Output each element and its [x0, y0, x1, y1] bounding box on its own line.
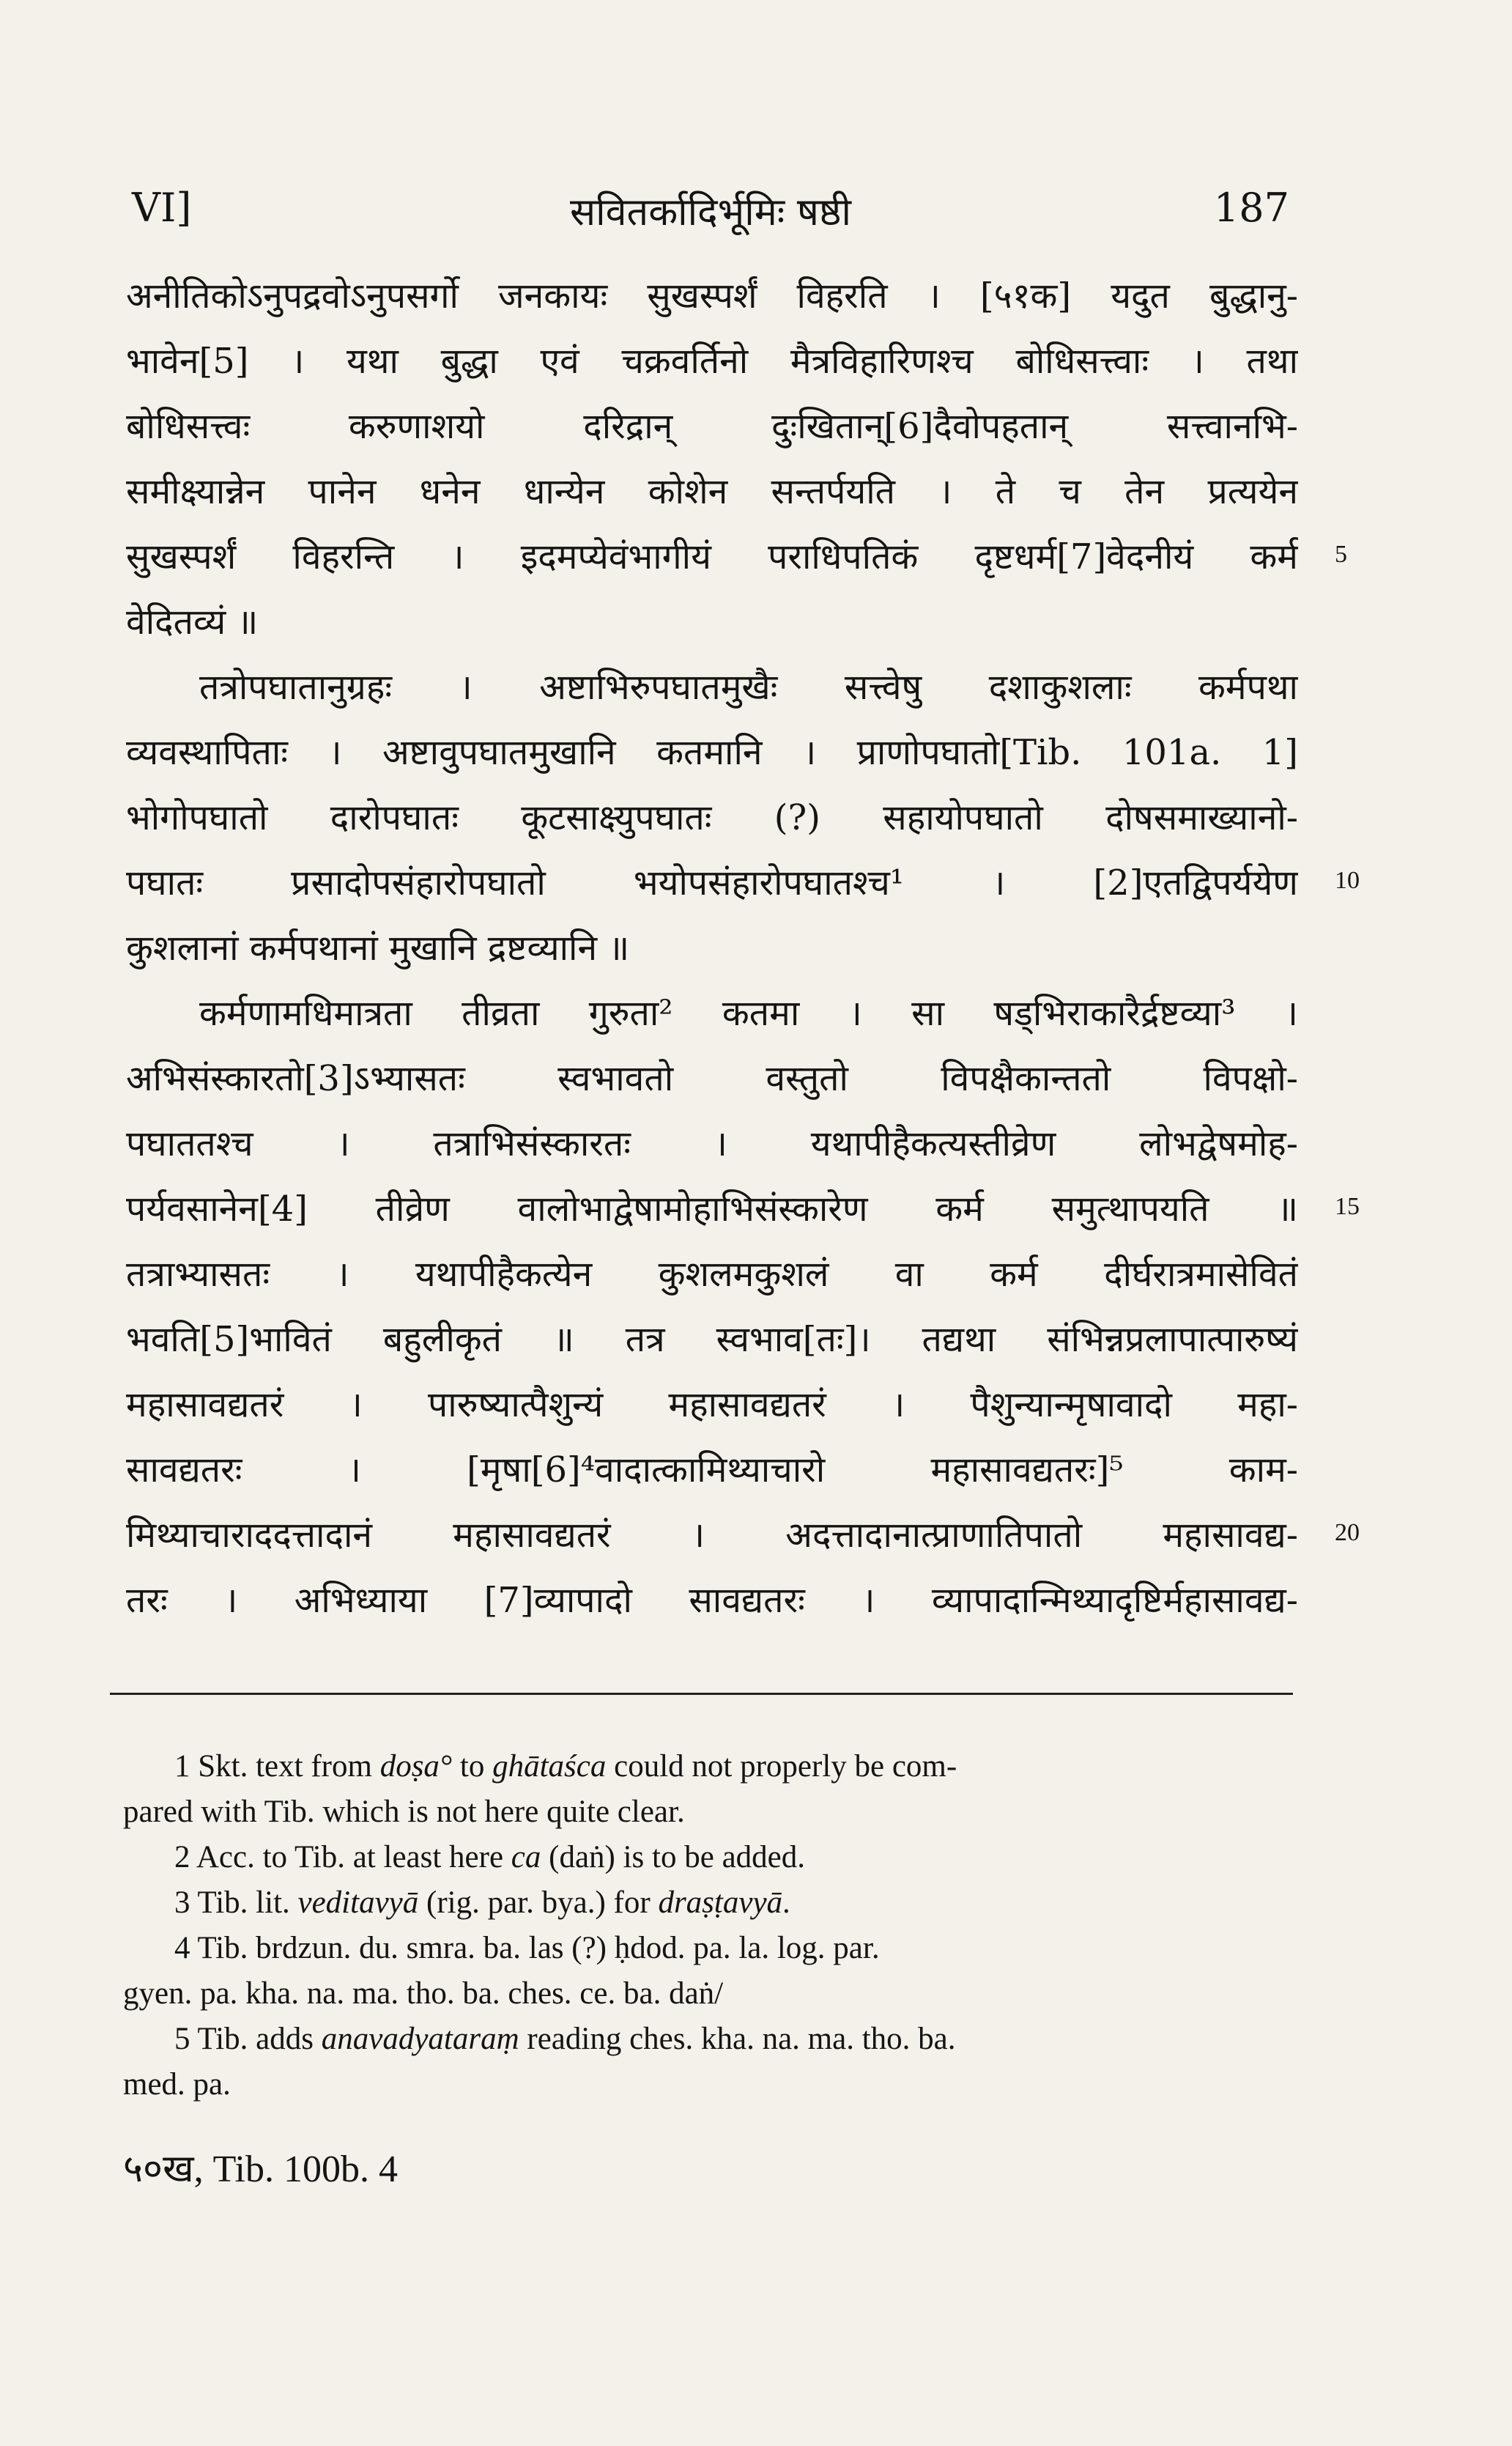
text-line: समीक्ष्यान्नेन पानेन धनेन धान्येन कोशेन सन्तर्पयति । ते च तेन प्रत्ययेन — [126, 471, 1298, 512]
line-number: 5 — [1335, 541, 1347, 568]
line-number: 10 — [1335, 867, 1360, 894]
text-line: सुखस्पर्शं विहरन्ति । इदमप्येवंभागीयं पराधिपतिकं दृष्टधर्म[7]वेदनीयं कर्म — [126, 536, 1298, 577]
footnotes — [123, 1744, 1295, 2107]
text-line: भवति[5]भावितं बहुलीकृतं ॥ तत्र स्वभाव[तः]। तद्यथा संभिन्नप्रलापात्पारुष्यं — [126, 1319, 1298, 1360]
text-line: तत्राभ्यासतः । यथापीहैकत्येन कुशलमकुशलं वा कर्म दीर्घरात्रमासेवितं — [126, 1254, 1298, 1295]
text-line: कुशलानां कर्मपथानां मुखानि द्रष्टव्यानि ॥ — [126, 928, 630, 969]
running-title: सवितर्कादिर्भूमिः षष्ठी — [570, 191, 851, 234]
line-number: 20 — [1335, 1519, 1360, 1546]
text-line: कर्मणामधिमात्रता तीव्रता गुरुता² कतमा । सा षड्भिराकारैर्द्रष्टव्या³ । — [199, 993, 1298, 1034]
folio-reference: ५०ख, Tib. 100b. 4 — [123, 2148, 398, 2190]
line-number: 15 — [1335, 1193, 1360, 1220]
footnote-divider — [110, 1693, 1293, 1695]
running-header — [132, 185, 1289, 243]
text-line: तरः । अभिध्याया [7]व्यापादो सावद्यतरः । व्यापादान्मिथ्यादृष्टिर्महासावद्य- — [126, 1580, 1298, 1621]
text-line: बोधिसत्त्वः करुणाशयो दरिद्रान् दुःखितान्[6]दैवोपहतान् सत्त्वानभि- — [126, 406, 1298, 447]
text-line: वेदितव्यं ॥ — [126, 602, 259, 643]
footnote: 3 Tib. lit. veditavyā (rig. par. bya.) for draṣṭavyā. — [174, 1885, 790, 1920]
sanskrit-text — [126, 264, 1298, 1633]
footnote: 2 Acc. to Tib. at least here ca (daṅ) is to be added. — [174, 1840, 805, 1874]
text-line: अभिसंस्कारतो[3]ऽभ्यासतः स्वभावतो वस्तुतो विपक्षैकान्ततो विपक्षो- — [126, 1058, 1298, 1099]
text-line: पर्यवसानेन[4] तीव्रेण वालोभाद्वेषामोहाभिसंस्कारेण कर्म समुत्थापयति ॥ — [126, 1189, 1298, 1230]
chapter-label: VI] — [132, 185, 192, 231]
text-line: मिथ्याचाराददत्तादानं महासावद्यतरं । अदत्तादानात्प्राणातिपातो महासावद्य- — [126, 1515, 1298, 1556]
footnote: 1 Skt. text from doṣa° to ghātaśca could not properly be com- pared with Tib. which is not here quite clear. — [123, 1749, 957, 1829]
text-line: तत्रोपघातानुग्रहः । अष्टाभिरुपघातमुखैः सत्त्वेषु दशाकुशलाः कर्मपथा — [199, 667, 1298, 708]
text-line: महासावद्यतरं । पारुष्यात्पैशुन्यं महासावद्यतरं । पैशुन्यान्मृषावादो महा- — [126, 1384, 1298, 1425]
text-line: पघातः प्रसादोपसंहारोपघातो भयोपसंहारोपघातश्च¹ । [2]एतद्विपर्ययेण — [126, 862, 1298, 904]
text-line: व्यवस्थापिताः । अष्टावुपघातमुखानि कतमानि । प्राणोपघातो[Tib. 101a. 1] — [126, 732, 1298, 773]
footnote: 4 Tib. brdzun. du. smra. ba. las (?) ḥdod. pa. la. log. par. gyen. pa. kha. na. ma. tho. ba. ches. ce. ba. daṅ/ — [123, 1931, 880, 2011]
page-number: 187 — [1213, 185, 1289, 231]
text-line: भावेन[5] । यथा बुद्धा एवं चक्रवर्तिनो मैत्रविहारिणश्च बोधिसत्त्वाः । तथा — [126, 341, 1298, 382]
footnote: 5 Tib. adds anavadyataraṃ reading ches. kha. na. ma. tho. ba. med. pa. — [123, 2022, 956, 2102]
text-line: भोगोपघातो दारोपघातः कूटसाक्ष्युपघातः (?) सहायोपघातो दोषसमाख्यानो- — [126, 797, 1298, 838]
text-line: पघाततश्च । तत्राभिसंस्कारतः । यथापीहैकत्यस्तीव्रेण लोभद्वेषमोह- — [126, 1123, 1298, 1164]
text-line: सावद्यतरः । [मृषा[6]⁴वादात्कामिथ्याचारो महासावद्यतरः]⁵ काम- — [126, 1449, 1298, 1490]
text-line: अनीतिकोऽनुपद्रवोऽनुपसर्गो जनकायः सुखस्पर्शं विहरति । [५१क] यदुत बुद्धानु- — [126, 276, 1298, 317]
